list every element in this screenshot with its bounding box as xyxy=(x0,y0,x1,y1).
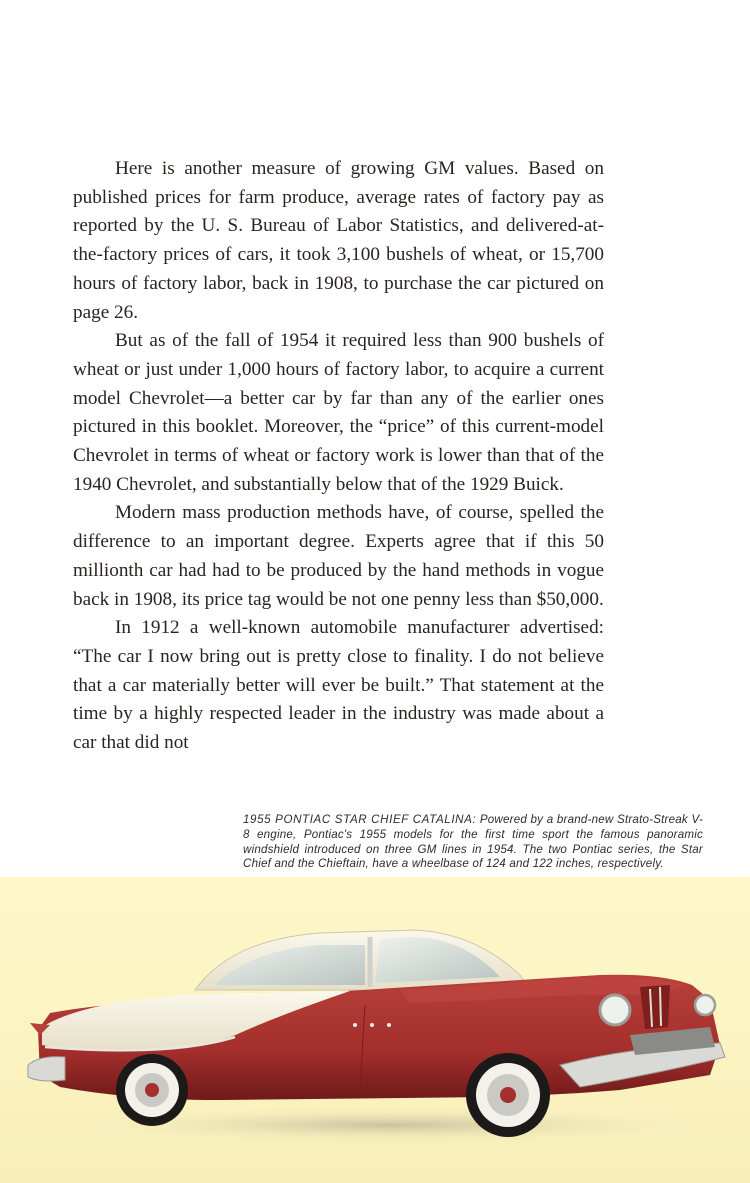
rear-bumper xyxy=(28,1057,65,1081)
car-caption xyxy=(243,813,703,872)
paragraph-4: In 1912 a well-known automobile manufacturer advertised: “The car I now bring out is pretty close to finality. I do not believe that a car materially better will ever be built.” That statement at the time by a highly respected leader in the industry was made about a car that did not xyxy=(73,617,604,754)
front-wheel xyxy=(466,1053,550,1137)
caption-text: Powered by a brand-new Strato-Streak V-8 engine, Pontiac's 1955 models for the first time sport the famous panoramic windshield introduced on three GM lines in 1954. The two Pontiac series, the Star Chief and the Chieftain, have a wheelbase of 124 and 122 inches, respectively. xyxy=(243,813,704,871)
car-illustration xyxy=(20,915,735,1155)
body-text xyxy=(73,155,604,758)
rear-wheel xyxy=(116,1054,188,1126)
caption-lead: 1955 PONTIAC STAR CHIEF CATALINA: xyxy=(243,813,477,826)
paragraph-1: Here is another measure of growing GM values. Based on published prices for farm produce, average rates of factory pay as reported by the U. S. Bureau of Labor Statistics, and delivered-at-the-factory prices of cars, it took 3,100 bushels of wheat, or 15,700 hours of factory labor, back in 1908, to purchase the car pictured on page 26. xyxy=(73,158,604,323)
headlight xyxy=(600,995,630,1025)
paragraph-3: Modern mass production methods have, of course, spelled the difference to an important degree. Experts agree that if this 50 millionth car had had to be produced by the hand methods in vogue back in 1908, its price tag would be not one penny less than $50,000. xyxy=(73,502,604,610)
paragraph-2: But as of the fall of 1954 it required less than 900 bushels of wheat or just under 1,000 hours of factory labor, to acquire a current model Chevrolet—a better car by far than any of the earlier ones pictured in this booklet. Moreover, the “price” of this current-model Chevrolet in terms of wheat or factory work is lower than that of the 1940 Chevrolet, and substantially below that of the 1929 Buick. xyxy=(73,330,604,495)
